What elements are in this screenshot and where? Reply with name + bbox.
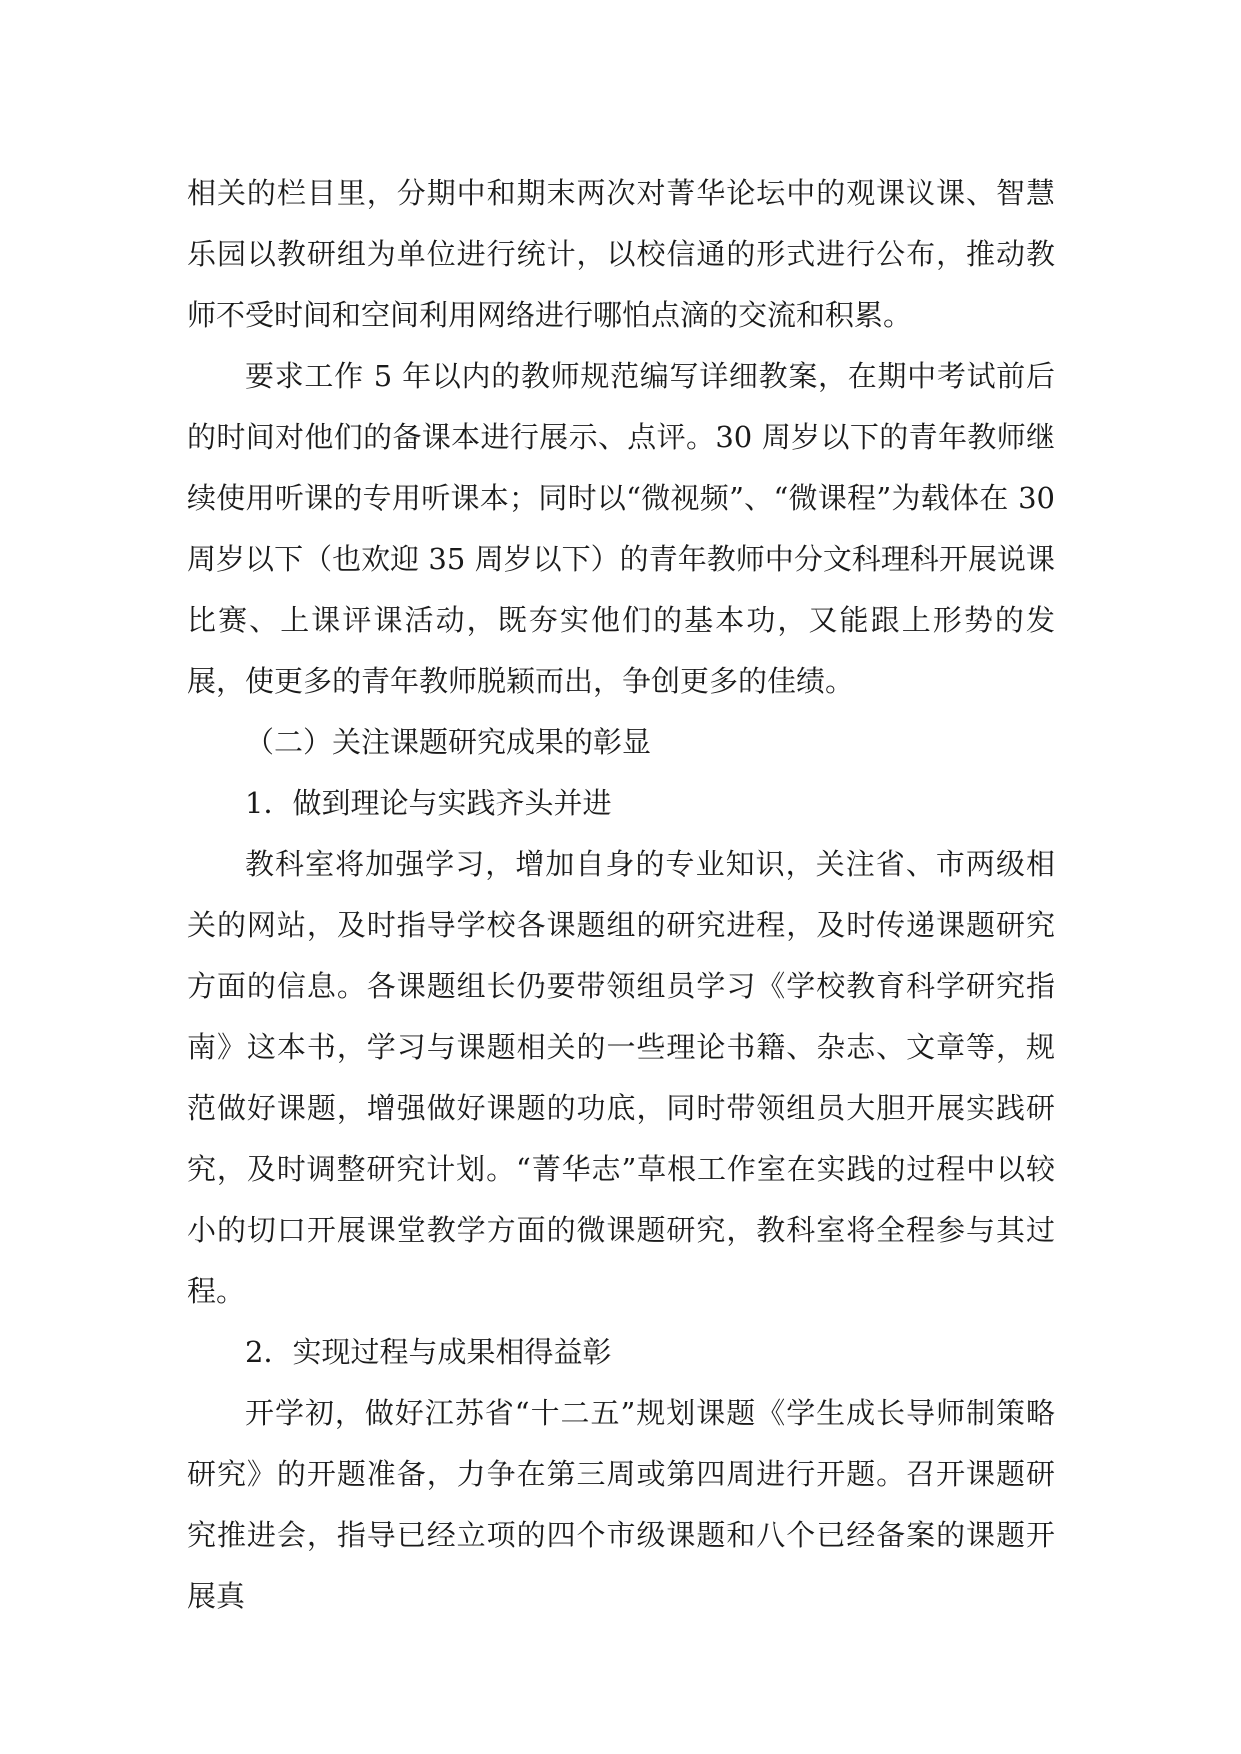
paragraph-research-office: 教科室将加强学习，增加自身的专业知识，关注省、市两级相关的网站，及时指导学校各课题组的研究进程，及时传递课题研究方面的信息。各课题组长仍要带领组员学习《学校教育科学研究指南》这本书，学习与课题相关的一些理论书籍、杂志、文章等，规范做好课题，增强做好课题的功底，同时带领组员大胆开展实践研究，及时调整研究计划。“菁华志”草根工作室在实践的过程中以较小的切口开展课堂教学方面的微课题研究，教科室将全程参与其过程。 <box>187 847 1055 1308</box>
paragraph-semester-start: 开学初，做好江苏省“十二五”规划课题《学生成长导师制策略研究》的开题准备，力争在第三周或第四周进行开题。召开课题研究推进会，指导已经立项的四个市级课题和八个已经备案的课题开展真 <box>187 1396 1055 1613</box>
subsection-heading-theory-practice: 1．做到理论与实践齐头并进 <box>245 786 612 820</box>
paragraph-young-teachers: 要求工作 5 年以内的教师规范编写详细教案，在期中考试前后的时间对他们的备课本进行展示、点评。30 周岁以下的青年教师继续使用听课的专用听课本；同时以“微视频”、“微课程”为载体在 30 周岁以下（也欢迎 35 周岁以下）的青年教师中分文科理科开展说课比赛、上课评课活动，既夯实他们的基本功，又能跟上形势的发展，使更多的青年教师脱颖而出，争创更多的佳绩。 <box>187 359 1055 698</box>
subsection-heading-process-results: 2．实现过程与成果相得益彰 <box>245 1335 612 1369</box>
section-heading-research-results: （二）关注课题研究成果的彰显 <box>245 725 652 759</box>
document-body <box>187 163 1055 1627</box>
paragraph-continued: 相关的栏目里，分期中和期末两次对菁华论坛中的观课议课、智慧乐园以教研组为单位进行统计，以校信通的形式进行公布，推动教师不受时间和空间利用网络进行哪怕点滴的交流和积累。 <box>187 176 1055 332</box>
